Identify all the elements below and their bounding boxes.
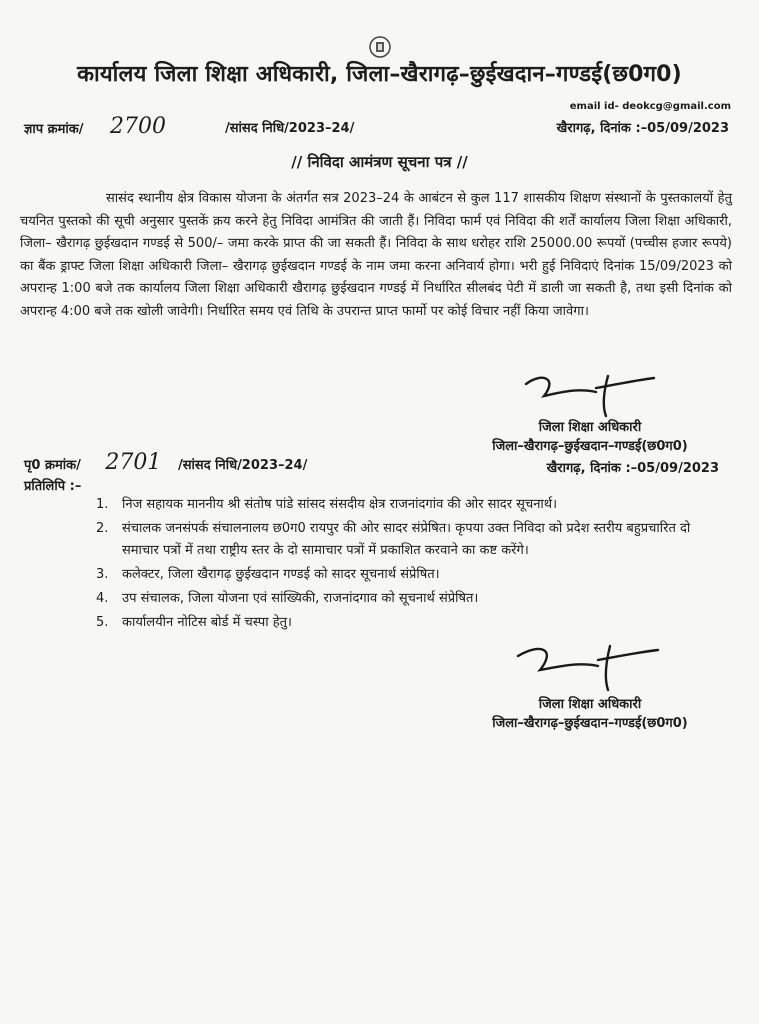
list-item: 4. उप संचालक, जिला योजना एवं सांख्यिकी, राजनांदगाव को सूचनार्थ संप्रेषित। [96,591,479,606]
office-email: email id- deokcg@gmail.com [569,101,731,112]
memo-reference [24,114,166,139]
memo-scheme: /सांसद निधि/2023–24/ [225,121,355,136]
signatory-block-2 [440,695,740,733]
memo-date: खैरागढ़, दिनांक :–05/09/2023 [556,121,729,136]
memo-number: 2700 [110,114,166,139]
officer-signature [518,370,658,418]
copy-to-label: प्रतिलिपि :– [24,479,82,494]
signatory-district: जिला–खैरागढ़–छुईखदान–गण्डई(छ0ग0) [492,716,688,731]
signatory-block-1 [440,418,740,456]
copy-recipient-list [96,494,724,636]
office-title: कार्यालय जिला शिक्षा अधिकारी, जिला–खैरागढ़–छुईखदान–गण्डई(छ0ग0) [77,62,682,87]
list-item: 2. संचालक जनसंपर्क संचालनालय छ0ग0 रायपुर की ओर सादर संप्रेषित। कृपया उक्त निविदा को प्रदेश स्तरीय बहुप्रचारित दो समाचार पत्रों में तथा राष्ट्रीय स्तर के दो सामाचार पत्रों में प्रकाशित करवाने का कष्ट करेंगे। [96,521,691,558]
signatory-district: जिला–खैरागढ़–छुईखदान–गण्डई(छ0ग0) [492,439,688,454]
notice-body: सासंद स्थानीय क्षेत्र विकास योजना के अंतर्गत सत्र 2023–24 के आबंटन से कुल 117 शासकीय शिक्षण संस्थानों के पुस्तकालयों हेतु चयनित पुस्तको की सूची अनुसार पुस्तकें क्रय करने हेतु निविदा आमंत्रित की जाती हैं। निविदा फार्म एवं निविदा की शर्तें कार्यालय जिला शिक्षा अधिकारी, जिला– खैरागढ़ छुईखदान गण्डई से 500/– जमा करके प्राप्त की जा सकती हैं। निविदा के साथ धरोहर राशि 25000.00 रूपयों (पच्चीस हजार रूपये) का बैंक ड्राफ्ट जिला शिक्षा अधिकारी जिला– खैरागढ़ छुईखदान गण्डई के नाम जमा करना अनिवार्य होगा। भरी हुई निविदाएं दिनांक 15/09/2023 को अपरान्ह 1:00 बजे तक कार्यालय जिला शिक्षा अधिकारी खैरागढ़ छुईखदान गण्डई में निर्धारित सीलबंद पेटी में डाली जा सकती है, तथा इसी दिनांक को अपरान्ह 4:00 बजे तक खोली जावेगी। निर्धारित समय एवं तिथि के उपरान्त प्राप्त फार्मो पर कोई विचार नहीं किया जावेगा। [20,191,732,319]
notice-subject: // निविदा आमंत्रण सूचना पत्र // [291,153,468,171]
copy-number: 2701 [105,450,162,475]
memo-number-label: ज्ञाप क्रमांक/ [24,122,84,137]
signatory-designation: जिला शिक्षा अधिकारी [538,697,642,712]
list-item: 1. निज सहायक माननीय श्री संतोष पांडे सांसद संसदीय क्षेत्र राजनांदगांव की ओर सादर सूचनार्थ। [96,497,558,512]
list-item: 5. कार्यालयीन नोटिस बोर्ड में चस्पा हेतु। [96,615,292,630]
signatory-date: खैरागढ़, दिनांक :–05/09/2023 [546,461,719,476]
state-emblem-icon [368,35,392,59]
copy-reference [24,450,161,475]
officer-signature [512,640,662,692]
signatory-designation: जिला शिक्षा अधिकारी [538,420,642,435]
list-item: 3. कलेक्टर, जिला खैरागढ़ छुईखदान गण्डई को सादर सूचनार्थ संप्रेषित। [96,567,440,582]
copy-number-label: पृ0 क्रमांक/ [24,458,81,473]
copy-scheme: /सांसद निधि/2023–24/ [178,458,308,473]
